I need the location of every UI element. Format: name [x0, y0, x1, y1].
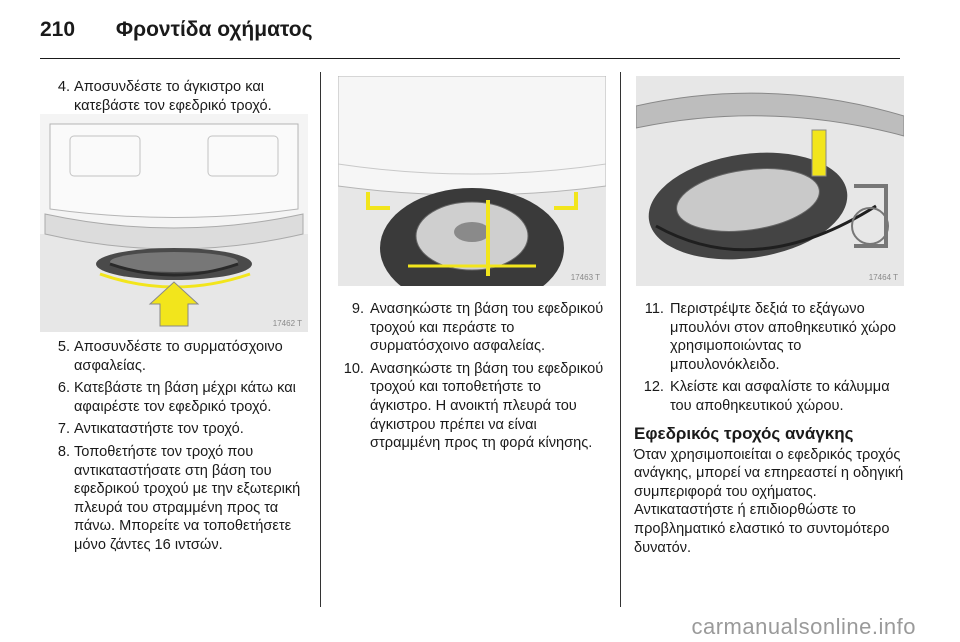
step-text: Κατεβάστε τη βάση μέχρι κάτω και αφαιρέστε τον εφεδρικό τροχό. — [74, 380, 296, 415]
car-rear-spare-wheel-illustration — [40, 114, 308, 332]
step-10 — [334, 360, 606, 453]
step-number: 8. — [57, 443, 70, 460]
section-heading: Εφεδρικός τροχός ανάγκης — [634, 423, 854, 443]
watermark: carmanualsonline.info — [691, 614, 916, 639]
section-paragraph: Όταν χρησιμοποιείται ο εφεδρικός τροχός ανάγκης, μπορεί να επηρεαστεί η οδηγική συμπεριφορά του οχήματος. Αντικαταστήστε ή επιδιορθώστε το προβληματικό ελαστικό το συντομότερο δυνατόν. — [634, 446, 904, 556]
step-8 — [44, 443, 310, 555]
header-rule — [40, 58, 900, 59]
step-11 — [634, 300, 906, 374]
step-number: 9. — [351, 301, 364, 317]
page-header — [40, 18, 313, 42]
step-9 — [334, 300, 606, 356]
step-text: Αποσυνδέστε το άγκιστρο και κατεβάστε τον εφεδρικό τροχό. — [74, 79, 272, 114]
figure-17462 — [40, 114, 308, 332]
step-number: 6. — [57, 380, 70, 397]
column-1 — [44, 78, 310, 119]
step-text: Ανασηκώστε τη βάση του εφεδρικού τροχού και περάστε το συρματόσχοινο ασφαλείας. — [370, 301, 604, 355]
step-number: 4. — [57, 79, 70, 95]
page-title: Φροντίδα οχήματος — [115, 18, 313, 41]
step-text: Τοποθετήστε τον τροχό που αντικαταστήσατε στη βάση του εφεδρικού τροχού με την εξωτερική πλευρά του στραμμένη προς τα πάνω. Μπορείτε να τοποθετήσετε μόνο ζάντες 16 ιντσών. — [74, 443, 301, 553]
step-5 — [44, 338, 310, 375]
step-text: Ανασηκώστε τη βάση του εφεδρικού τροχού και τοποθετήστε το άγκιστρο. Η ανοικτή πλευρά του άγκιστρου πρέπει να είναι στραμμένη προς τη φορά κίνησης. — [370, 360, 604, 452]
step-4 — [44, 78, 310, 115]
column-1-steps — [44, 338, 310, 559]
figure-id: 17464 T — [868, 273, 898, 282]
figure-id: 17462 T — [272, 319, 302, 328]
column-2-steps — [334, 300, 606, 457]
spare-wheel-underbody-illustration — [636, 76, 904, 286]
spare-wheel-cradle-illustration — [338, 76, 606, 286]
step-number: 10. — [343, 360, 364, 377]
step-number: 12. — [643, 379, 664, 396]
step-text: Κλείστε και ασφαλίστε το κάλυμμα του αποθηκευτικού χώρου. — [670, 379, 890, 414]
step-number: 7. — [57, 421, 70, 438]
column-divider-1 — [320, 72, 321, 607]
step-number: 5. — [57, 339, 70, 355]
step-text: Αντικαταστήστε τον τροχό. — [74, 421, 244, 438]
page-number: 210 — [40, 18, 76, 41]
column-divider-2 — [620, 72, 621, 607]
step-6 — [44, 379, 310, 416]
step-text: Περιστρέψτε δεξιά το εξάγωνο μπουλόνι στον αποθηκευτικό χώρο χρησιμοποιώντας το μπουλονόκλειδο. — [670, 301, 896, 373]
step-12 — [634, 378, 906, 415]
figure-17464 — [636, 76, 904, 286]
figure-17463 — [338, 76, 606, 286]
step-text: Αποσυνδέστε το συρματόσχοινο ασφαλείας. — [74, 339, 283, 374]
column-3-steps — [634, 300, 906, 557]
step-7 — [44, 420, 310, 439]
step-number: 11. — [644, 301, 664, 317]
figure-id: 17463 T — [570, 273, 600, 282]
